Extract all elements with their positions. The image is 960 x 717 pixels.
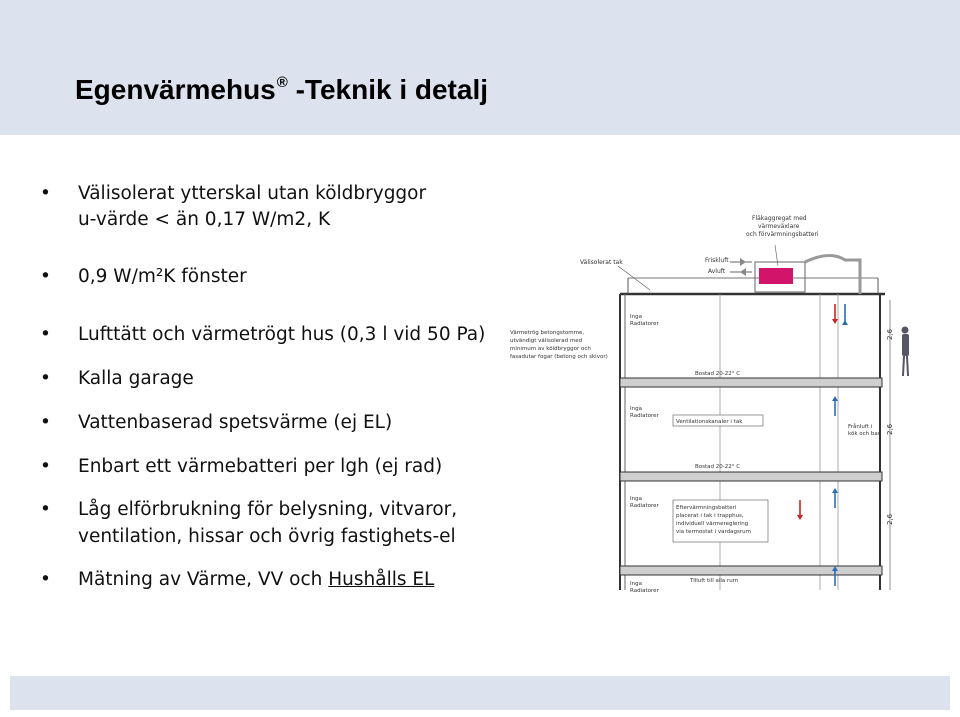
title-band — [0, 0, 960, 135]
arrow-head-icon — [832, 488, 838, 493]
bullet-line — [78, 567, 434, 592]
aggregate-unit — [759, 268, 793, 284]
bullet-link-text: Hushålls EL — [328, 569, 435, 590]
living-temp-label: Bostad 20-22° C — [695, 371, 741, 377]
person-body — [902, 334, 909, 356]
bullet-dot: • — [40, 368, 51, 389]
slide-title — [75, 74, 488, 106]
person-leg — [907, 356, 908, 376]
exhaust-label: Avluft — [708, 268, 726, 275]
supply-note-label: Tilluft till alla rum — [690, 578, 739, 584]
bullet-dot: • — [40, 183, 51, 204]
footer-band — [10, 676, 950, 710]
bullet-dot: • — [40, 456, 51, 477]
title-rest: -Teknik i detalj — [287, 74, 489, 105]
height-label: 2,6 — [886, 513, 894, 525]
bullet-line: Lufttätt och värmetrögt hus (0,3 l vid 50 Pa) — [78, 324, 486, 345]
bullet-dot: • — [40, 412, 51, 433]
bullet-line: Kalla garage — [78, 368, 194, 389]
person-figure — [902, 327, 910, 377]
no-radiators-label: Inga Radiatorer — [630, 496, 659, 509]
height-label: 2,6 — [886, 423, 894, 435]
bullet-dot: • — [40, 266, 51, 287]
no-radiators-label: Inga Radiatorer — [630, 314, 659, 327]
floor-slab — [620, 566, 882, 575]
title-main: Egenvärmehus — [75, 74, 276, 105]
building-structure — [620, 294, 890, 590]
bullet-line: u-värde < än 0,17 W/m2, K — [78, 209, 331, 230]
bullet-line: Enbart ett värmebatteri per lgh (ej rad) — [78, 456, 443, 477]
duct-roof — [805, 255, 860, 294]
person-leg — [903, 356, 904, 376]
registered-mark: ® — [276, 74, 288, 91]
afterheat-label: Eftervärmningsbatteri placerat i tak i trapphus, individuell värmereglering via termostat i vardagsrum — [676, 505, 752, 535]
fresh-air-arrow-icon — [740, 258, 746, 266]
wall-note: Värmetrög betongstomme, utvändigt välisolerad med minimum av köldbryggor och fasadutar fogar (betong och skivor) — [510, 330, 608, 360]
extract-air-label: Frånluft i kök och bad — [848, 424, 882, 437]
bullet-line: Låg elförbrukning för belysning, vitvaror, — [78, 499, 458, 520]
floor-labels — [510, 314, 894, 594]
living-temp-label: Bostad 20-22° C — [695, 464, 741, 470]
bullet-dot: • — [40, 499, 51, 520]
bullet-text-prefix: Mätning av Värme, VV och — [78, 569, 329, 590]
shell-label: Välisolerat tak — [580, 259, 623, 266]
floor-slab — [620, 472, 882, 481]
aggregate-leader — [775, 245, 778, 266]
roof — [580, 215, 885, 294]
no-radiators-label: Inga Radiatorer — [630, 406, 659, 419]
arrow-head-icon — [832, 319, 838, 324]
bullet-dot: • — [40, 324, 51, 345]
aggregate-label: Fläkaggregat med värmeväxlare och förvärmningsbatteri — [746, 215, 819, 238]
arrow-head-icon — [797, 515, 803, 520]
arrow-head-icon — [832, 396, 838, 401]
fresh-air-label: Friskluft — [705, 257, 729, 264]
bullet-line: ventilation, hissar och övrig fastighets-el — [78, 526, 456, 547]
person-head — [902, 327, 909, 334]
bullet-line: Välisolerat ytterskal utan köldbryggor — [78, 183, 427, 204]
no-radiators-label: Inga Radiatorer — [630, 581, 659, 594]
arrow-head-icon — [842, 320, 848, 325]
bullet-line: 0,9 W/m²K fönster — [78, 266, 247, 287]
building-section-diagram — [500, 200, 910, 600]
vent-duct-label: Ventilationskanaler i tak — [676, 419, 743, 425]
height-label: 2,6 — [886, 328, 894, 340]
exhaust-arrow-icon — [740, 268, 746, 276]
floor-slab — [620, 378, 882, 387]
bullet-line: Vattenbaserad spetsvärme (ej EL) — [78, 412, 393, 433]
airflow-arrows — [797, 304, 848, 586]
bullet-dot: • — [40, 569, 51, 590]
